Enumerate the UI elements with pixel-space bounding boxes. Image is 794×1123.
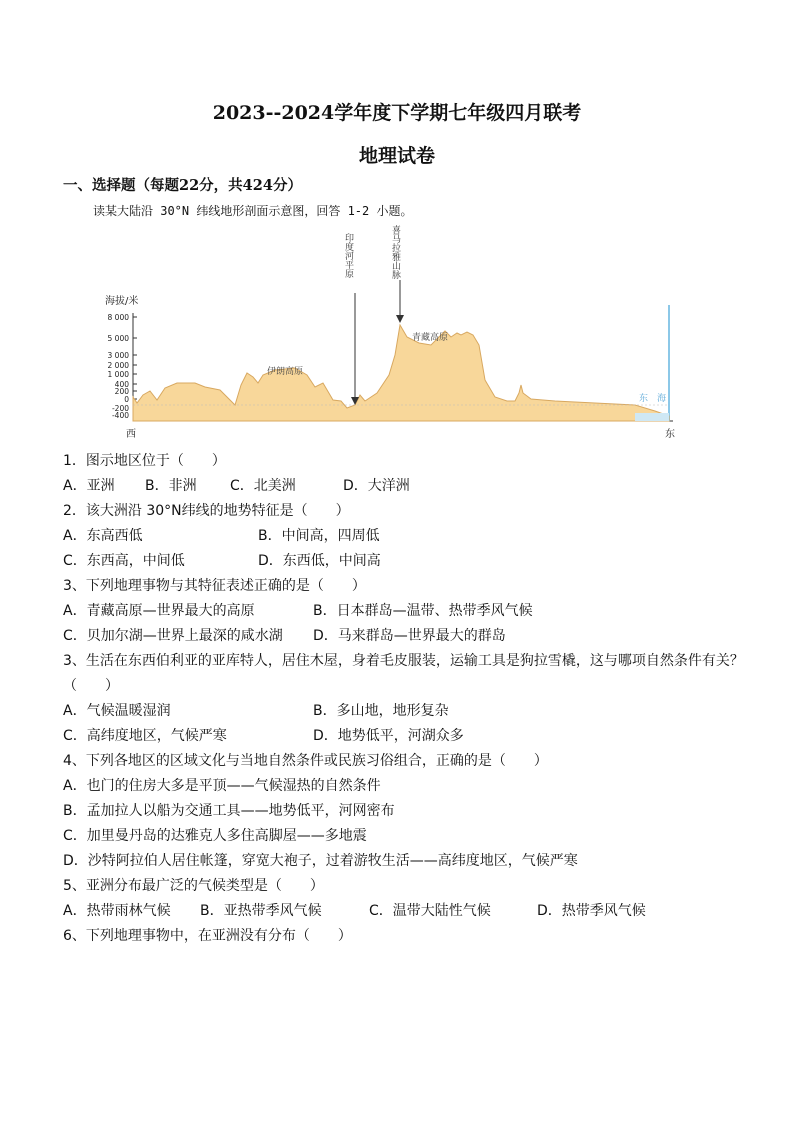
y-tick-label: -200 [111,404,129,413]
answer-option[interactable]: B．多山地，地形复杂 [313,703,449,719]
answer-option[interactable]: D．东西低，中间高 [258,553,381,569]
annotation-tibet: 青藏高原 [412,333,449,343]
answer-option[interactable]: C．加里曼丹岛的达雅克人多住高脚屋——多地震 [63,828,367,844]
exam-subject: 地理试卷 [358,145,435,167]
question-stem: 4、下列各地区的区域文化与当地自然条件或民族习俗组合，正确的是（ ） [63,753,548,769]
answer-option[interactable]: A．也门的住房大多是平顶——气候湿热的自然条件 [63,778,381,794]
y-tick-label: 200 [114,387,129,396]
answer-option[interactable]: A．热带雨林气候 [63,903,171,919]
answer-option[interactable]: C．温带大陆性气候 [369,903,491,919]
answer-option[interactable]: D．热带季风气候 [537,903,646,919]
annotation-iran: 伊朗高原 [267,367,304,377]
y-tick-label: -400 [111,411,129,420]
answer-option[interactable]: B．孟加拉人以船为交通工具——地势低平，河网密布 [63,803,395,819]
answer-option[interactable]: B．亚热带季风气候 [200,903,322,919]
question-stem: 1．图示地区位于（ ） [63,453,226,469]
answer-option[interactable]: A．气候温暖湿润 [63,703,171,719]
answer-option[interactable]: A．青藏高原—世界最大的高原 [63,603,255,619]
terrain-profile-chart [95,225,685,440]
y-tick-label: 3 000 [107,351,129,360]
exam-title: 2023--2024学年度下学期七年级四月联考 [212,102,582,124]
question-stem: 5、亚洲分布最广泛的气候类型是（ ） [63,878,324,894]
question-stem: 6、下列地理事物中，在亚洲没有分布（ ） [63,928,352,944]
y-tick-label: 400 [114,380,129,389]
annotation-himalaya: 喜马拉雅山脉 [390,225,400,279]
x-label-east: 东 [665,429,675,440]
x-label-west: 西 [126,429,136,440]
answer-option[interactable]: A．亚洲 [63,478,115,494]
sea-area [635,413,669,421]
answer-option[interactable]: D．地势低平，河湖众多 [313,728,464,744]
answer-option[interactable]: B．非洲 [145,478,197,494]
question-intro: 读某大陆沿 30°N 纬线地形剖面示意图，回答 1-2 小题。 [93,204,413,218]
y-tick-label: 8 000 [107,313,129,322]
terrain-area [133,325,669,421]
y-tick-label: 5 000 [107,334,129,343]
answer-option[interactable]: D．沙特阿拉伯人居住帐篷，穿宽大袍子，过着游牧生活——高纬度地区，气候严寒 [63,853,578,869]
annotation-indus: 印度河平原 [343,233,353,278]
y-tick-label: 1 000 [107,370,129,379]
y-tick-label: 2 000 [107,361,129,370]
question-stem: 2．该大洲沿 30°N纬线的地势特征是（ ） [63,503,350,519]
answer-option[interactable]: C．高纬度地区，气候严寒 [63,728,227,744]
y-axis-label: 海拔/米 [105,296,139,307]
answer-option[interactable]: A．东高西低 [63,528,143,544]
answer-option[interactable]: B．中间高，四周低 [258,528,380,544]
answer-option[interactable]: C．贝加尔湖—世界上最深的咸水湖 [63,628,283,644]
answer-option[interactable]: D．大洋洲 [343,478,410,494]
section-heading: 一、选择题（每题22分，共424分） [63,177,302,194]
answer-option[interactable]: D．马来群岛—世界最大的群岛 [313,628,506,644]
annotation-sea: 东 海 [639,394,667,404]
question-stem: 3、生活在东西伯利亚的亚库特人，居住木屋，身着毛皮服装，运输工具是狗拉雪橇，这与哪项自然条件有关？ [63,653,744,669]
answer-option[interactable]: B．日本群岛—温带、热带季风气候 [313,603,533,619]
answer-option[interactable]: C．北美洲 [230,478,296,494]
y-tick-label: 0 [124,395,129,404]
question-stem-cont: （ ） [63,678,119,694]
answer-option[interactable]: C．东西高，中间低 [63,553,185,569]
question-stem: 3、下列地理事物与其特征表述正确的是（ ） [63,578,366,594]
